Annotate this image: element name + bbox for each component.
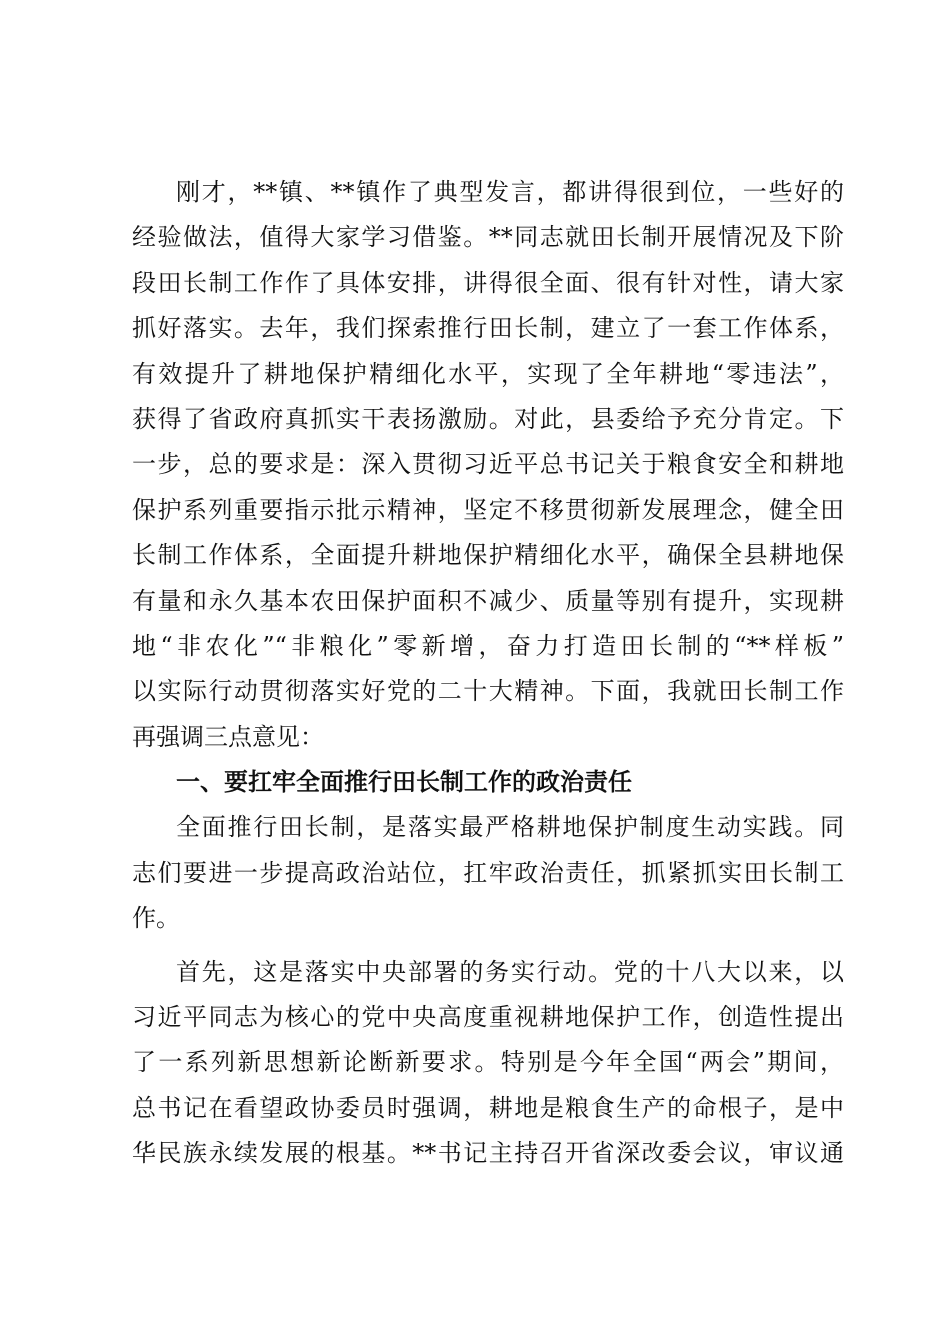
text-line: 有量和永久基本农田保护面积不减少、质量等别有提升，实现耕	[132, 586, 844, 615]
text-line: 一步，总的要求是：深入贯彻习近平总书记关于粮食安全和耕地	[132, 450, 844, 479]
text-line: 刚才，**镇、**镇作了典型发言，都讲得很到位，一些好的	[176, 178, 844, 206]
text-line: 获得了省政府真抓实干表扬激励。对此，县委给予充分肯定。下	[132, 404, 844, 433]
text-line: 段田长制工作作了具体安排，讲得很全面、很有针对性，请大家	[132, 268, 844, 297]
text-line: 了一系列新思想新论断新要求。特别是今年全国“两会”期间，	[132, 1048, 844, 1077]
paragraph-spacer	[132, 942, 844, 950]
text-line: 有效提升了耕地保护精细化水平，实现了全年耕地“零违法”，	[132, 359, 844, 388]
section-heading-1: 一、要扛牢全面推行田长制工作的政治责任	[176, 768, 632, 797]
paragraph-2	[132, 805, 844, 941]
text-line: 地“非农化”“非粮化”零新增，奋力打造田长制的“**样板”	[132, 631, 844, 660]
text-line: 以实际行动贯彻落实好党的二十大精神。下面，我就田长制工作	[132, 677, 844, 706]
text-line: 再强调三点意见：	[132, 722, 324, 751]
text-line: 全面推行田长制，是落实最严格耕地保护制度生动实践。同	[176, 813, 844, 842]
text-line: 志们要进一步提高政治站位，扛牢政治责任，抓紧抓实田长制工	[132, 858, 844, 887]
text-line: 作。	[132, 904, 180, 933]
text-line: 抓好落实。去年，我们探索推行田长制，建立了一套工作体系，	[132, 314, 844, 343]
text-line: 习近平同志为核心的党中央高度重视耕地保护工作，创造性提出	[132, 1003, 844, 1032]
text-line: 首先，这是落实中央部署的务实行动。党的十八大以来，以	[176, 957, 844, 986]
text-line: 保护系列重要指示批示精神，坚定不移贯彻新发展理念，健全田	[132, 495, 844, 524]
text-line: 经验做法，值得大家学习借鉴。**同志就田长制开展情况及下阶	[132, 223, 844, 252]
text-line: 华民族永续发展的根基。**书记主持召开省深改委会议，审议通	[132, 1139, 844, 1168]
paragraph-1	[132, 170, 844, 760]
paragraph-3	[132, 950, 844, 1177]
document-body	[132, 170, 844, 1177]
text-line: 总书记在看望政协委员时强调，耕地是粮食生产的命根子，是中	[132, 1093, 844, 1122]
text-line: 长制工作体系，全面提升耕地保护精细化水平，确保全县耕地保	[132, 541, 844, 570]
